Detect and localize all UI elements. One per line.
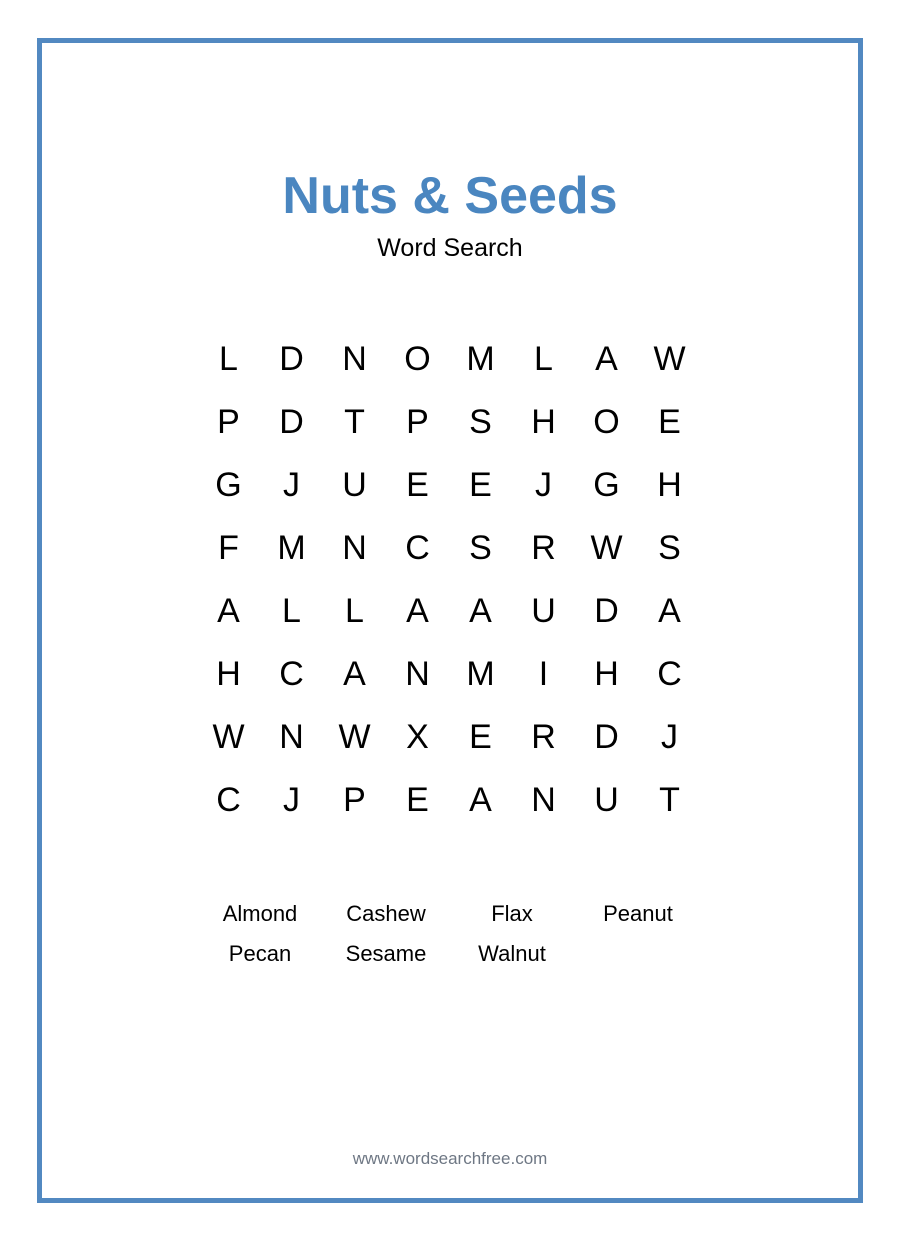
grid-letter: A xyxy=(217,591,240,630)
grid-letter: H xyxy=(657,465,682,504)
grid-letter: A xyxy=(406,591,429,630)
page-subtitle: Word Search xyxy=(377,234,523,262)
grid-letter: C xyxy=(216,780,241,819)
grid-letter: J xyxy=(661,717,678,756)
grid-letter: D xyxy=(279,339,304,378)
word-list xyxy=(197,896,701,976)
grid-letter: G xyxy=(593,465,620,504)
grid-letter: E xyxy=(406,465,429,504)
grid-letter: M xyxy=(466,339,495,378)
grid-letter: N xyxy=(279,717,304,756)
grid-letter: C xyxy=(279,654,304,693)
word-list-item: Cashew xyxy=(346,901,426,926)
grid-letter: C xyxy=(405,528,430,567)
grid-letter: N xyxy=(405,654,430,693)
grid-letter: J xyxy=(283,465,300,504)
grid-letter: H xyxy=(216,654,241,693)
grid-letter: D xyxy=(594,717,619,756)
grid-letter: U xyxy=(531,591,556,630)
grid-letter: E xyxy=(658,402,681,441)
grid-letter: L xyxy=(219,339,238,378)
grid-letter: H xyxy=(531,402,556,441)
word-list-item: Almond xyxy=(222,901,298,926)
grid-letter: N xyxy=(531,780,556,819)
page-title: Nuts & Seeds xyxy=(282,167,618,225)
grid-letter: M xyxy=(466,654,495,693)
grid-letter: H xyxy=(594,654,619,693)
grid-letter: A xyxy=(343,654,366,693)
grid-letter: T xyxy=(344,402,365,441)
grid-letter: P xyxy=(343,780,366,819)
grid-letter: E xyxy=(469,717,492,756)
grid-letter: N xyxy=(342,528,367,567)
word-list-item: Sesame xyxy=(345,941,427,966)
word-list-item: Peanut xyxy=(603,901,673,926)
grid-letter: L xyxy=(282,591,301,630)
grid-letter: N xyxy=(342,339,367,378)
grid-letter: E xyxy=(406,780,429,819)
grid-letter: S xyxy=(469,402,492,441)
grid-letter: A xyxy=(469,591,492,630)
grid-letter: R xyxy=(531,528,556,567)
grid-letter: O xyxy=(593,402,620,441)
grid-letter: O xyxy=(404,339,431,378)
grid-letter: P xyxy=(217,402,240,441)
grid-letter: U xyxy=(594,780,619,819)
grid-letter: A xyxy=(469,780,492,819)
grid-letter: W xyxy=(653,339,686,378)
grid-letter: D xyxy=(594,591,619,630)
grid-letter: U xyxy=(342,465,367,504)
grid-letter: E xyxy=(469,465,492,504)
footer-url: www.wordsearchfree.com xyxy=(352,1149,548,1168)
grid-letter: J xyxy=(283,780,300,819)
grid-letter: G xyxy=(215,465,242,504)
grid-letter: L xyxy=(534,339,553,378)
word-list-item: Pecan xyxy=(228,941,292,966)
grid-letter: D xyxy=(279,402,304,441)
grid-letter: I xyxy=(538,654,549,693)
word-list-item: Flax xyxy=(491,901,533,926)
grid-letter: M xyxy=(277,528,306,567)
grid-letter: A xyxy=(658,591,681,630)
grid-letter: T xyxy=(659,780,680,819)
grid-letter: A xyxy=(595,339,618,378)
grid-letter: L xyxy=(345,591,364,630)
grid-letter: W xyxy=(590,528,623,567)
grid-letter: J xyxy=(535,465,552,504)
grid-letter: S xyxy=(469,528,492,567)
grid-letter: P xyxy=(406,402,429,441)
letter-grid xyxy=(197,327,701,831)
grid-letter: R xyxy=(531,717,556,756)
grid-letter: W xyxy=(212,717,245,756)
word-list-item: Walnut xyxy=(478,941,546,966)
grid-letter: W xyxy=(338,717,371,756)
grid-letter: X xyxy=(406,717,429,756)
grid-letter: F xyxy=(218,528,239,567)
grid-letter: C xyxy=(657,654,682,693)
grid-letter: S xyxy=(658,528,681,567)
